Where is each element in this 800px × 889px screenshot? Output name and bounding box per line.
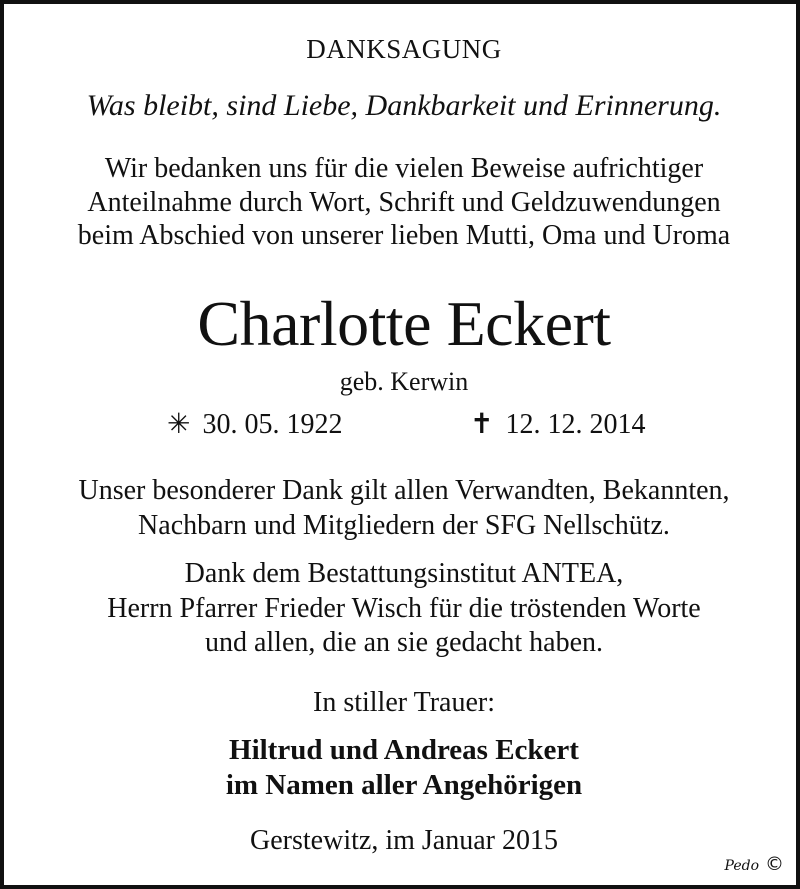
deceased-name: Charlotte Eckert bbox=[197, 288, 611, 359]
intro-text bbox=[4, 152, 800, 253]
publisher-credit bbox=[725, 853, 784, 875]
place-date: Gerstewitz, im Januar 2015 bbox=[250, 825, 558, 856]
family-signature bbox=[4, 733, 800, 803]
thanks-line: Nachbarn und Mitgliedern der SFG Nellschütz. bbox=[138, 509, 670, 541]
thanks-others bbox=[4, 557, 800, 661]
birth-date bbox=[167, 407, 342, 441]
death-date-text: 12. 12. 2014 bbox=[505, 409, 646, 440]
intro-line: Wir bedanken uns für die vielen Beweise aufrichtiger bbox=[104, 153, 704, 184]
death-cross-icon: ✝ bbox=[470, 409, 494, 440]
birth-date-text: 30. 05. 1922 bbox=[202, 409, 343, 440]
intro-line: Anteilnahme durch Wort, Schrift und Geldzuwendungen bbox=[87, 186, 721, 218]
notice-motto: Was bleibt, sind Liebe, Dankbarkeit und Erinnerung. bbox=[86, 89, 722, 122]
thanks-line: Unser besonderer Dank gilt allen Verwandten, Bekannten, bbox=[78, 475, 730, 506]
notice-heading: DANKSAGUNG bbox=[306, 34, 502, 64]
family-line: im Namen aller Angehörigen bbox=[225, 769, 583, 801]
life-dates bbox=[4, 407, 800, 443]
thanks-line: Dank dem Bestattungsinstitut ANTEA, bbox=[184, 558, 624, 589]
birth-star-icon: ✳ bbox=[167, 409, 191, 440]
thanks-relatives bbox=[4, 474, 800, 543]
thanks-line: und allen, die an sie gedacht haben. bbox=[204, 627, 604, 658]
intro-line: beim Abschied von unserer lieben Mutti, Oma und Uroma bbox=[77, 220, 731, 251]
copyright-icon: © bbox=[765, 853, 784, 875]
mourning-line: In stiller Trauer: bbox=[313, 687, 495, 718]
death-date bbox=[470, 407, 645, 441]
credit-signature: Pedo bbox=[724, 858, 759, 874]
thanks-line: Herrn Pfarrer Frieder Wisch für die tröstenden Worte bbox=[107, 592, 701, 624]
family-line: Hiltrud und Andreas Eckert bbox=[229, 734, 579, 766]
birth-name: geb. Kerwin bbox=[339, 367, 469, 396]
